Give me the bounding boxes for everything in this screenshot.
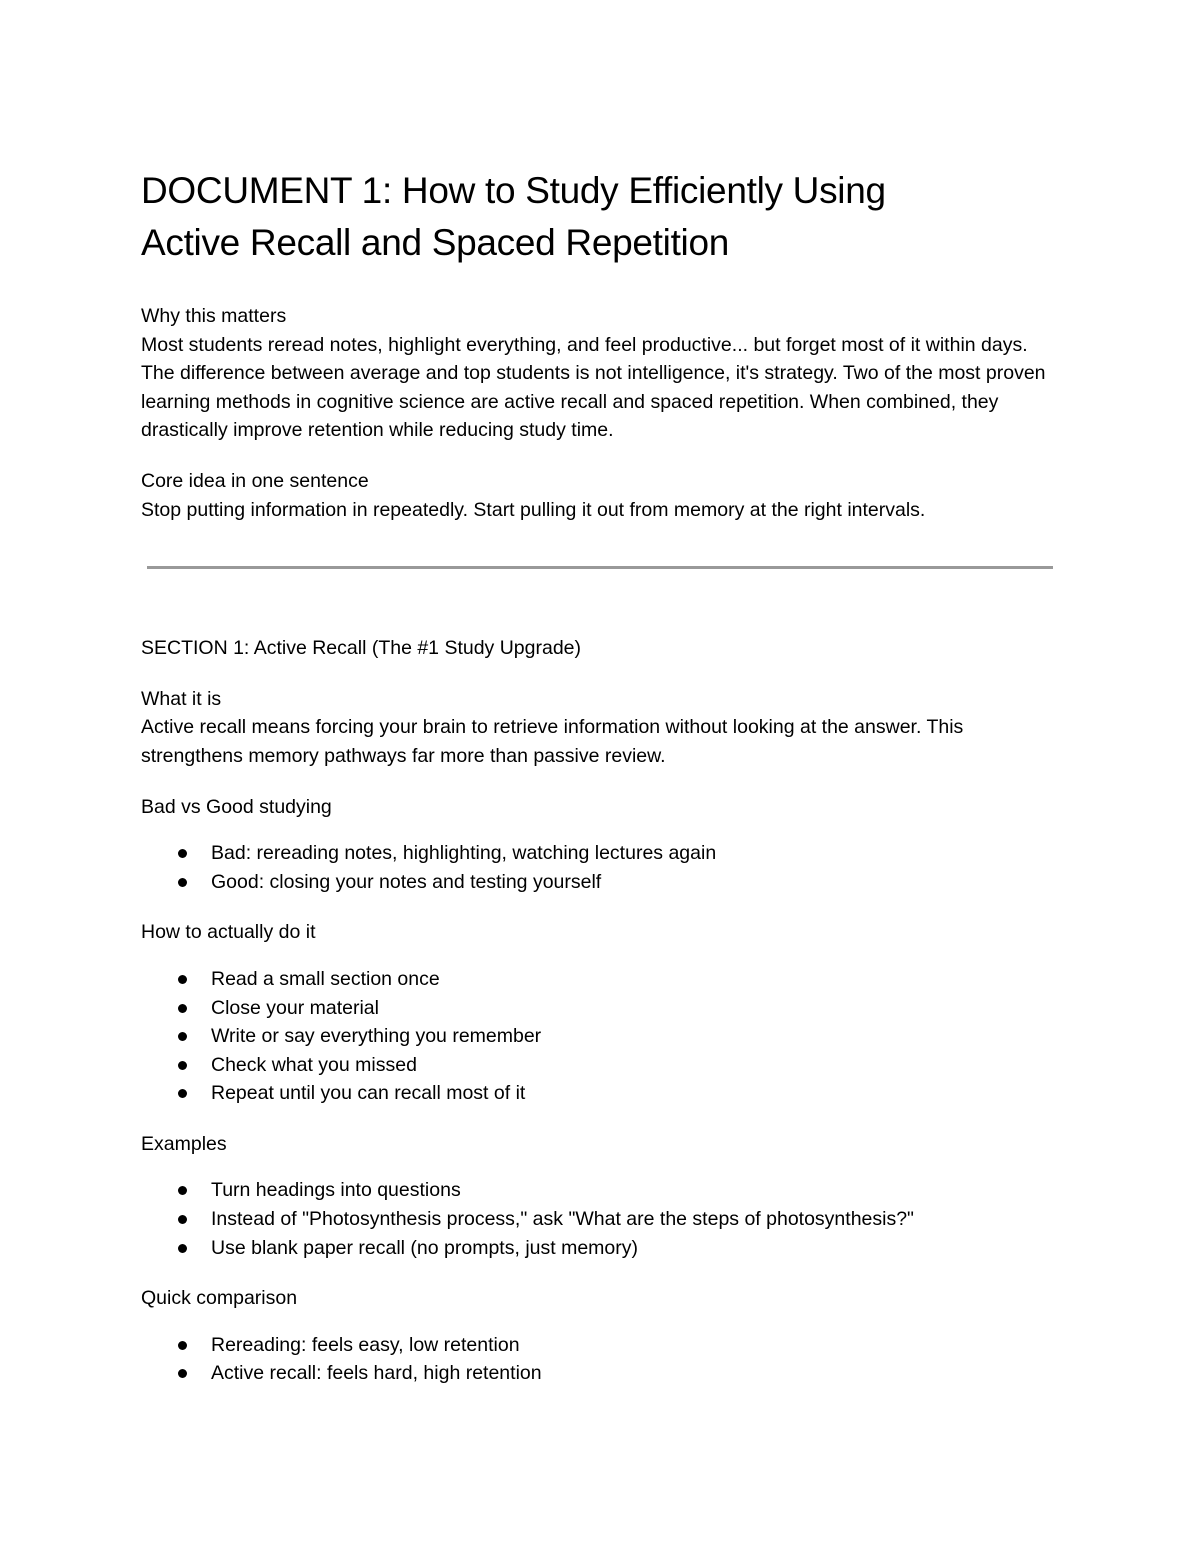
list-item: Rereading: feels easy, low retention bbox=[141, 1331, 1061, 1360]
core-heading: Core idea in one sentence bbox=[141, 469, 369, 492]
list-item: Bad: rereading notes, highlighting, watching lectures again bbox=[141, 839, 1061, 868]
bullet-icon bbox=[178, 878, 187, 887]
examples-list bbox=[141, 1176, 1061, 1262]
document-page bbox=[141, 165, 1061, 1388]
howto-heading: How to actually do it bbox=[141, 921, 316, 944]
list-item: Write or say everything you remember bbox=[141, 1022, 1061, 1051]
list-item: Read a small section once bbox=[141, 965, 1061, 994]
horizontal-divider bbox=[141, 524, 1061, 634]
document-title-line-1: DOCUMENT 1: How to Study Efficiently Using bbox=[141, 170, 886, 211]
document-title-line-2: Active Recall and Spaced Repetition bbox=[141, 222, 730, 263]
badgood-list bbox=[141, 839, 1061, 896]
list-item: Good: closing your notes and testing yourself bbox=[141, 868, 1061, 897]
list-item: Instead of "Photosynthesis process," ask "What are the steps of photosynthesis?" bbox=[141, 1205, 1061, 1234]
bullet-icon bbox=[178, 1244, 187, 1253]
bullet-icon bbox=[178, 1341, 187, 1350]
core-body: Stop putting information in repeatedly. Start pulling it out from memory at the right intervals. bbox=[141, 498, 926, 521]
list-item: Use blank paper recall (no prompts, just memory) bbox=[141, 1234, 1061, 1263]
bullet-icon bbox=[178, 1032, 187, 1041]
examples-heading: Examples bbox=[141, 1132, 227, 1155]
badgood-heading: Bad vs Good studying bbox=[141, 795, 332, 818]
list-item: Repeat until you can recall most of it bbox=[141, 1079, 1061, 1108]
bullet-icon bbox=[178, 1215, 187, 1224]
howto-list bbox=[141, 965, 1061, 1108]
bullet-icon bbox=[178, 1089, 187, 1098]
bullet-icon bbox=[178, 975, 187, 984]
what-body: Active recall means forcing your brain to retrieve information without looking at the answer. This strengthens memory pathways far more than passive review. bbox=[141, 716, 964, 767]
what-heading: What it is bbox=[141, 687, 222, 710]
list-item: Turn headings into questions bbox=[141, 1176, 1061, 1205]
bullet-icon bbox=[178, 849, 187, 858]
list-item: Close your material bbox=[141, 994, 1061, 1023]
bullet-icon bbox=[178, 1004, 187, 1013]
comparison-heading: Quick comparison bbox=[141, 1287, 298, 1310]
bullet-icon bbox=[178, 1186, 187, 1195]
why-heading: Why this matters bbox=[141, 305, 287, 327]
list-item: Active recall: feels hard, high retention bbox=[141, 1359, 1061, 1388]
section-1-heading: SECTION 1: Active Recall (The #1 Study Upgrade) bbox=[141, 637, 582, 660]
bullet-icon bbox=[178, 1369, 187, 1378]
comparison-list bbox=[141, 1331, 1061, 1388]
bullet-icon bbox=[178, 1061, 187, 1070]
why-body: Most students reread notes, highlight everything, and feel productive... but forget most of it within days. The difference between average and top students is not intelligence, it's strategy. Two of the most proven learning methods in cognitive science are active recall and spaced repetition. When combined, they drastically improve retention while reducing study time. bbox=[141, 333, 1046, 442]
list-item: Check what you missed bbox=[141, 1051, 1061, 1080]
document-title bbox=[141, 165, 1061, 269]
